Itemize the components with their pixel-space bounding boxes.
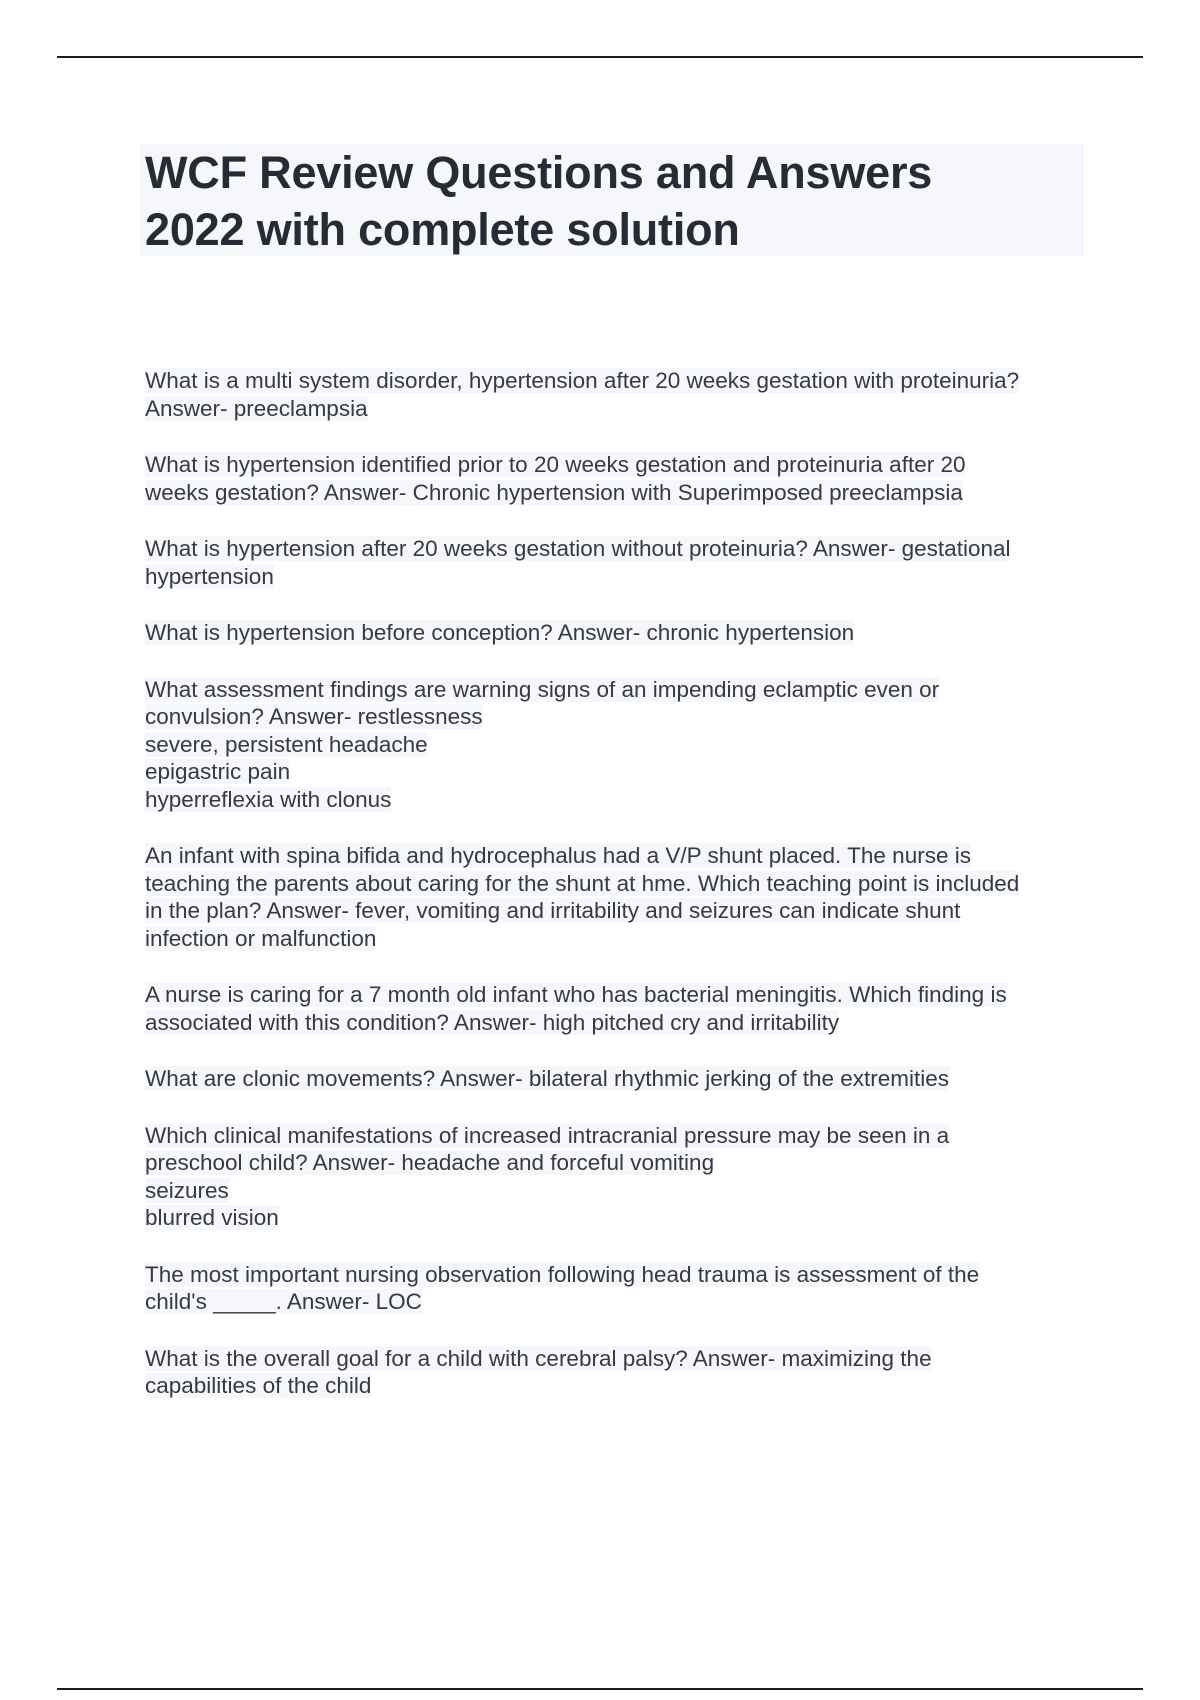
qa-line-text: epigastric pain — [145, 759, 291, 784]
qa-item — [145, 1345, 1095, 1400]
qa-line-text: A nurse is caring for a 7 month old infant who has bacterial meningitis. Which finding is — [145, 982, 1007, 1007]
qa-line — [145, 786, 1095, 814]
qa-line — [145, 1345, 1095, 1373]
qa-line — [145, 619, 1095, 647]
qa-line — [145, 676, 1095, 704]
qa-item — [145, 842, 1095, 952]
qa-item — [145, 367, 1095, 422]
title-line: 2022 with complete solution — [145, 204, 740, 255]
qa-line — [145, 395, 1095, 423]
qa-line-text: The most important nursing observation following head trauma is assessment of the — [145, 1261, 980, 1287]
qa-line — [145, 479, 1095, 507]
qa-line-text: in the plan? Answer- fever, vomiting and irritability and seizures can indicate shunt — [145, 898, 961, 923]
title-line: WCF Review Questions and Answers — [145, 147, 933, 198]
qa-line — [145, 1204, 1095, 1232]
qa-line — [145, 842, 1095, 870]
qa-line-text: Which clinical manifestations of increased intracranial pressure may be seen in a — [145, 1122, 950, 1148]
qa-item — [145, 535, 1095, 590]
qa-line — [145, 925, 1095, 953]
qa-line-text: preschool child? Answer- headache and forceful vomiting — [145, 1150, 715, 1175]
qa-line-text: hyperreflexia with clonus — [145, 786, 392, 812]
qa-line-text: severe, persistent headache — [145, 731, 428, 757]
qa-item — [145, 676, 1095, 814]
qa-line-text: blurred vision — [145, 1205, 279, 1230]
qa-line-text: What is a multi system disorder, hypertension after 20 weeks gestation with proteinuria? — [145, 368, 1020, 393]
qa-item — [145, 451, 1095, 506]
qa-line — [145, 1288, 1095, 1316]
qa-line — [145, 870, 1095, 898]
qa-line-text: convulsion? Answer- restlessness — [145, 704, 483, 729]
qa-line-text: associated with this condition? Answer- high pitched cry and irritability — [145, 1009, 840, 1035]
qa-line-text: Answer- preeclampsia — [145, 395, 368, 421]
qa-line-text: What is hypertension identified prior to 20 weeks gestation and proteinuria after 20 — [145, 452, 966, 477]
qa-line-text: weeks gestation? Answer- Chronic hypertension with Superimposed preeclampsia — [145, 479, 963, 505]
qa-line-text: What is the overall goal for a child with cerebral palsy? Answer- maximizing the — [145, 1345, 932, 1371]
qa-line — [145, 897, 1095, 925]
qa-line — [145, 563, 1095, 591]
qa-line-text: What is hypertension after 20 weeks gestation without proteinuria? Answer- gestational — [145, 536, 1011, 561]
qa-line-text: What are clonic movements? Answer- bilateral rhythmic jerking of the extremities — [145, 1066, 950, 1091]
title-block — [140, 144, 1084, 256]
qa-line — [145, 1177, 1095, 1205]
qa-line-text: What assessment findings are warning signs of an impending eclamptic even or — [145, 676, 940, 702]
qa-line — [145, 451, 1095, 479]
qa-item — [145, 981, 1095, 1036]
qa-line — [145, 1261, 1095, 1289]
qa-line-text: seizures — [145, 1177, 229, 1203]
qa-line — [145, 731, 1095, 759]
qa-line — [145, 367, 1095, 395]
qa-line — [145, 1372, 1095, 1400]
qa-line-text: infection or malfunction — [145, 925, 377, 951]
document-title — [140, 144, 1084, 258]
qa-line-text: An infant with spina bifida and hydrocephalus had a V/P shunt placed. The nurse is — [145, 843, 971, 868]
qa-item — [145, 1261, 1095, 1316]
qa-line — [145, 1065, 1095, 1093]
qa-line — [145, 758, 1095, 786]
qa-line — [145, 1009, 1095, 1037]
qa-line-text: What is hypertension before conception? Answer- chronic hypertension — [145, 620, 855, 645]
qa-item — [145, 1065, 1095, 1093]
qa-line — [145, 1122, 1095, 1150]
qa-line — [145, 981, 1095, 1009]
qa-line-text: teaching the parents about caring for the shunt at hme. Which teaching point is included — [145, 870, 1020, 896]
qa-item — [145, 1122, 1095, 1232]
qa-list — [145, 367, 1095, 1429]
qa-line — [145, 1149, 1095, 1177]
qa-line-text: child's _____. Answer- LOC — [145, 1289, 422, 1314]
qa-line — [145, 703, 1095, 731]
bottom-rule — [57, 1688, 1143, 1690]
qa-line-text: hypertension — [145, 563, 274, 589]
top-rule — [57, 56, 1143, 58]
qa-line-text: capabilities of the child — [145, 1373, 372, 1398]
qa-line — [145, 535, 1095, 563]
qa-item — [145, 619, 1095, 647]
